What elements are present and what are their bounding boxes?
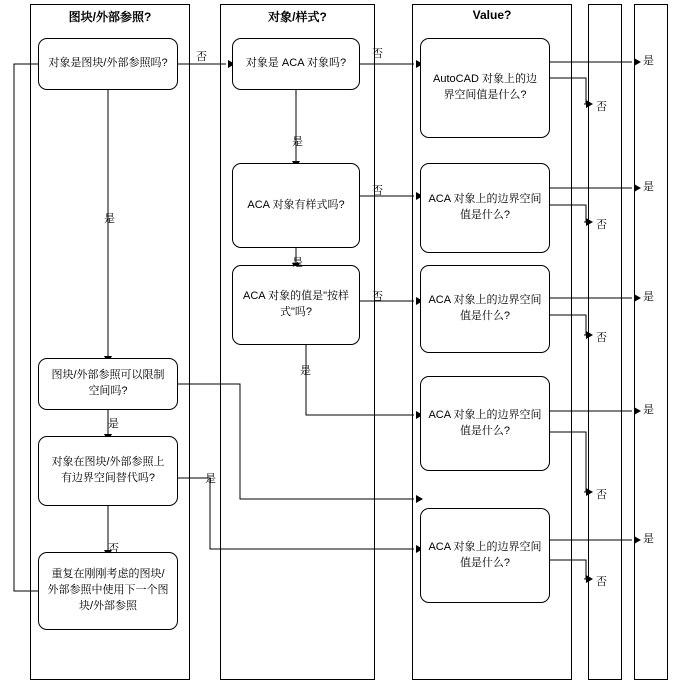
edge-label-l14: 是: [643, 181, 654, 193]
edge-label-l13: 否: [596, 101, 607, 113]
node-label: ACA 对象上的边界空间值是什么?: [428, 294, 542, 322]
column-title-0: 图块/外部参照?: [68, 10, 152, 24]
edge-label-l19: 否: [596, 489, 607, 501]
node-label: 重复在刚刚考虑的图块/外部参照中使用下一个图块/外部参照: [47, 568, 169, 612]
arrowhead-17: [634, 294, 641, 302]
connector-4: [14, 64, 38, 591]
node-label: 对象是 ACA 对象吗?: [245, 57, 347, 70]
connector-22: [550, 560, 586, 579]
node-label: 对象在图块/外部参照上有边界空间替代吗?: [51, 456, 165, 484]
edge-label-l10: 否: [372, 291, 383, 303]
node-label: ACA 对象上的边界空间值是什么?: [428, 193, 542, 221]
arrowhead-18: [586, 331, 593, 339]
arrowhead-5: [416, 495, 423, 503]
arrowhead-15: [634, 184, 641, 192]
connector-16: [550, 205, 586, 222]
column-title-1: 对象/样式?: [268, 10, 327, 24]
edge-label-l20: 是: [643, 533, 654, 545]
decision-node-n5[interactable]: [232, 38, 360, 90]
decision-node-n10[interactable]: [420, 265, 550, 353]
edge-label-l12: 是: [643, 55, 654, 67]
edge-label-l16: 是: [643, 291, 654, 303]
arrowhead-13: [634, 58, 641, 66]
decision-node-n6[interactable]: [232, 163, 360, 248]
edge-label-l9: 是: [292, 257, 303, 269]
edge-label-l18: 是: [643, 404, 654, 416]
node-label: ACA 对象有样式吗?: [247, 198, 345, 211]
connector-20: [550, 432, 586, 492]
node-label: 对象是图块/外部参照吗?: [48, 57, 168, 70]
node-label: AutoCAD 对象上的边界空间值是什么?: [433, 73, 537, 101]
connector-6: [178, 478, 414, 549]
connector-14: [550, 78, 586, 104]
decision-node-n2[interactable]: [38, 358, 178, 410]
edge-label-l8: 否: [372, 185, 383, 197]
decision-node-n12[interactable]: [420, 508, 550, 603]
decision-node-n11[interactable]: [420, 376, 550, 471]
edge-label-l7: 是: [292, 136, 303, 148]
edge-label-l1: 否: [196, 51, 207, 63]
edge-label-l5: 是: [205, 473, 216, 485]
decision-node-n7[interactable]: [232, 265, 360, 345]
node-label: ACA 对象上的边界空间值是什么?: [428, 540, 542, 569]
arrowhead-22: [586, 575, 593, 583]
decision-node-n1[interactable]: [38, 38, 178, 90]
edge-label-l21: 否: [596, 576, 607, 588]
decision-node-n3[interactable]: [38, 436, 178, 506]
edge-label-l2: 是: [104, 213, 115, 225]
node-label: 图块/外部参照可以限制空间吗?: [51, 369, 165, 397]
arrowhead-21: [634, 536, 641, 544]
column-title-2: Value?: [472, 8, 512, 22]
edge-label-l11: 是: [300, 365, 311, 377]
edge-label-l6: 否: [372, 48, 383, 60]
edge-label-l17: 否: [596, 332, 607, 344]
connector-18: [550, 315, 586, 335]
decision-node-n8[interactable]: [420, 38, 550, 138]
edge-label-l3: 是: [108, 418, 119, 430]
node-label: ACA 对象上的边界空间值是什么?: [428, 408, 542, 437]
decision-node-n4[interactable]: [38, 552, 178, 630]
arrowhead-20: [586, 488, 593, 496]
edge-label-l15: 否: [596, 219, 607, 231]
decision-node-n9[interactable]: [420, 163, 550, 253]
arrowhead-16: [586, 218, 593, 226]
node-label: ACA 对象的值是"按样式"吗?: [243, 290, 349, 318]
arrowhead-19: [634, 407, 641, 415]
edge-label-l4: 否: [108, 543, 119, 555]
connector-12: [306, 345, 414, 415]
arrowhead-14: [586, 100, 593, 108]
